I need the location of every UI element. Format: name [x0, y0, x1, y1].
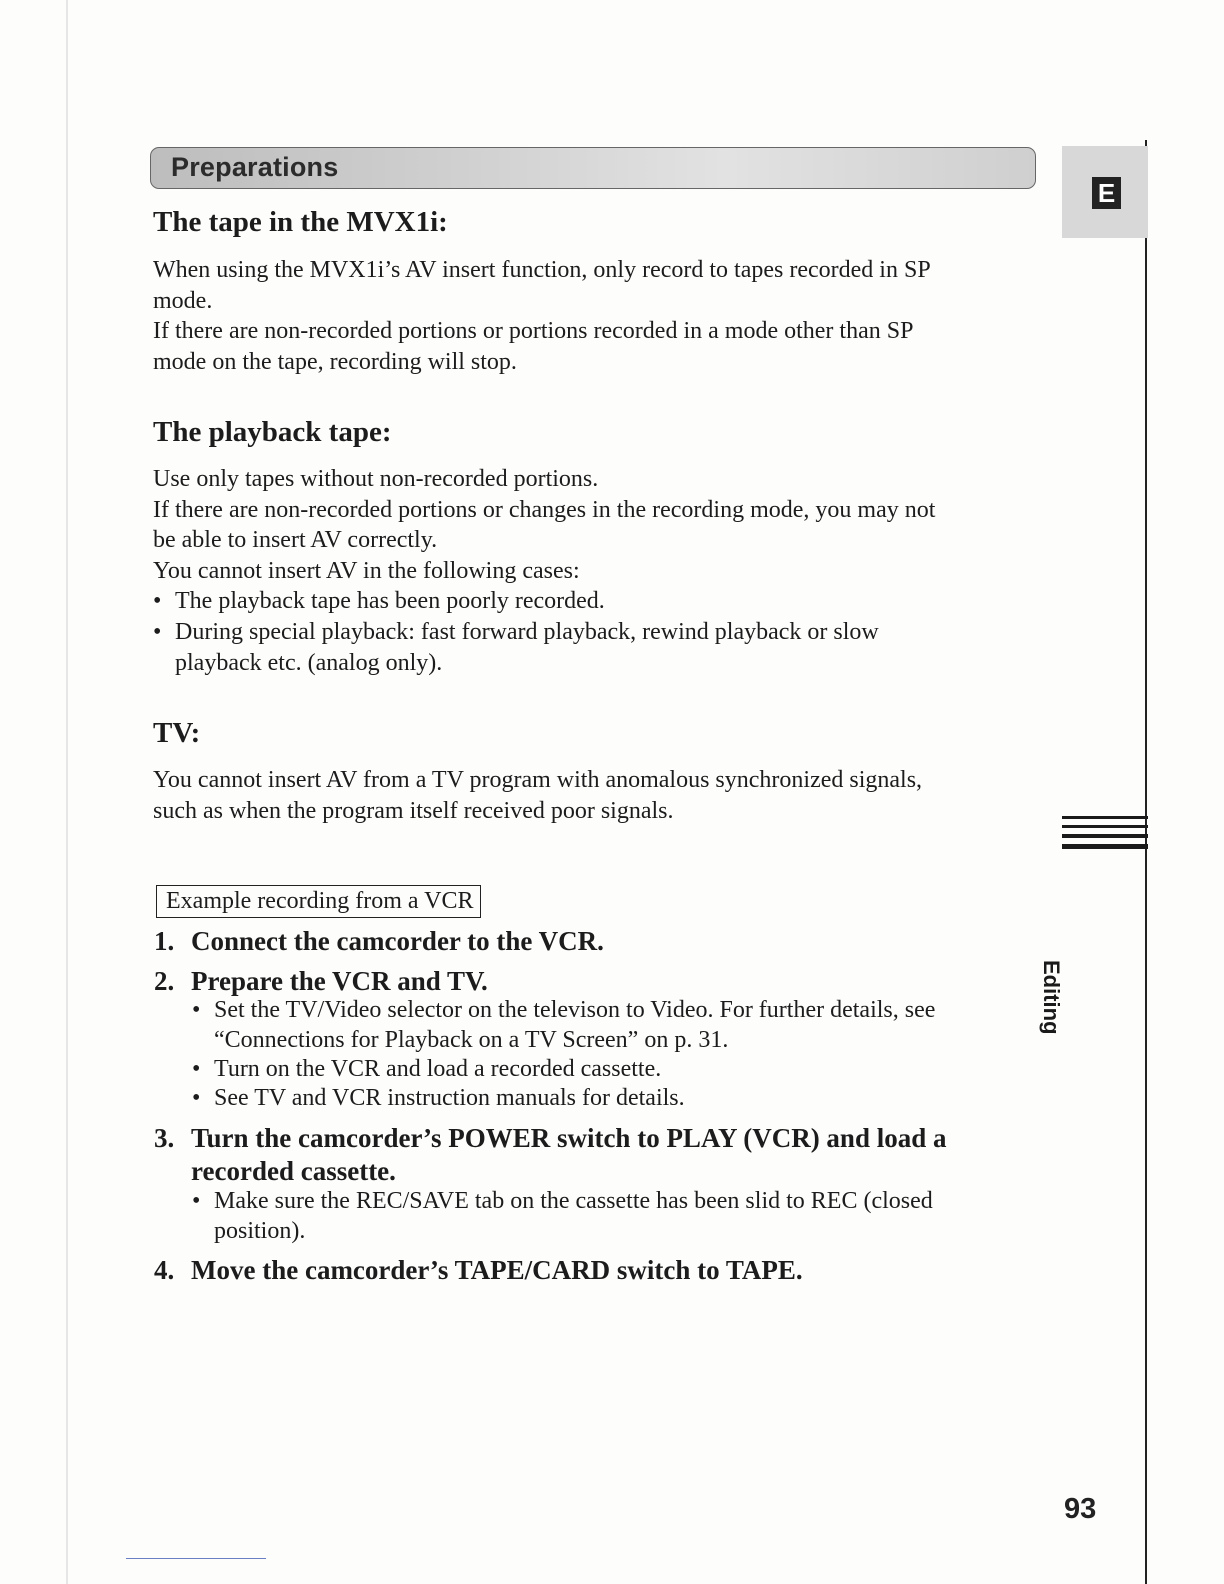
paragraph-tape-in-camcorder: [153, 255, 1033, 377]
language-letter: E: [1092, 177, 1121, 209]
text-line: You cannot insert AV from a TV program with anomalous synchronized signals,: [153, 767, 923, 793]
step-number: 1.: [154, 926, 175, 956]
heading-tv: TV:: [153, 717, 201, 749]
tab-bar: [1062, 844, 1148, 849]
step-text: Move the camcorder’s TAPE/CARD switch to TAPE.: [191, 1255, 803, 1285]
text-line: If there are non-recorded portions or changes in the recording mode, you may not: [153, 496, 936, 523]
bullet-text: Set the TV/Video selector on the televison to Video. For further details, see: [214, 997, 936, 1023]
banner-title: Preparations: [171, 152, 339, 182]
paragraph-playback-tape: [153, 464, 1033, 586]
tab-bar: [1062, 825, 1148, 828]
step-text: recorded cassette.: [191, 1156, 396, 1186]
text-line: mode.: [153, 287, 213, 314]
side-section-label-text: Editing: [1039, 960, 1064, 1035]
bullet-text: Turn on the VCR and load a recorded cassette.: [214, 1056, 662, 1082]
bullet-text: See TV and VCR instruction manuals for details.: [214, 1085, 685, 1111]
bullet-text: position).: [214, 1217, 306, 1244]
section-tab-bars: [1062, 816, 1148, 855]
heading-playback-tape: The playback tape:: [153, 416, 392, 448]
text-line: You cannot insert AV in the following cases:: [153, 557, 580, 584]
tab-bar: [1062, 834, 1148, 838]
page-left-edge: [66, 0, 68, 1584]
text-line: When using the MVX1i’s AV insert function, only record to tapes recorded in SP: [153, 257, 931, 283]
bullet-text: The playback tape has been poorly recorded.: [175, 588, 605, 614]
bullet-marker: •: [192, 1188, 201, 1214]
bullet-marker: •: [192, 1085, 201, 1111]
footer-rule: [126, 1558, 266, 1559]
text-line: mode on the tape, recording will stop.: [153, 348, 517, 375]
bullet-text: “Connections for Playback on a TV Screen” on p. 31.: [214, 1026, 729, 1053]
bullet-marker: •: [153, 588, 162, 614]
step-number: 2.: [154, 966, 175, 996]
heading-tape-in-camcorder: The tape in the MVX1i:: [153, 206, 448, 238]
step-text: Turn the camcorder’s POWER switch to PLAY (VCR) and load a: [191, 1123, 947, 1153]
page-number: 93: [1064, 1493, 1097, 1525]
text-line: be able to insert AV correctly.: [153, 527, 438, 553]
text-line: Use only tapes without non-recorded portions.: [153, 466, 599, 492]
bullet-text: During special playback: fast forward playback, rewind playback or slow: [175, 619, 879, 645]
bullet-text: Make sure the REC/SAVE tab on the cassette has been slid to REC (closed: [214, 1188, 933, 1214]
text-line: If there are non-recorded portions or portions recorded in a mode other than SP: [153, 318, 914, 344]
bullet-text: playback etc. (analog only).: [175, 649, 443, 676]
step-number: 4.: [154, 1255, 175, 1285]
text-line: such as when the program itself received poor signals.: [153, 797, 674, 824]
step-number: 3.: [154, 1123, 175, 1153]
bullet-marker: •: [192, 1056, 201, 1082]
step-text: Prepare the VCR and TV.: [191, 966, 488, 996]
page-right-edge: [1145, 140, 1147, 1584]
section-banner: [150, 147, 1036, 189]
side-section-label: [1039, 874, 1090, 1035]
bullet-marker: •: [153, 619, 162, 645]
step-text: Connect the camcorder to the VCR.: [191, 926, 604, 956]
language-tab: [1062, 146, 1148, 238]
example-label: Example recording from a VCR: [156, 885, 481, 918]
bullet-marker: •: [192, 997, 201, 1023]
tab-bar: [1062, 816, 1148, 819]
paragraph-tv: [153, 765, 1033, 826]
